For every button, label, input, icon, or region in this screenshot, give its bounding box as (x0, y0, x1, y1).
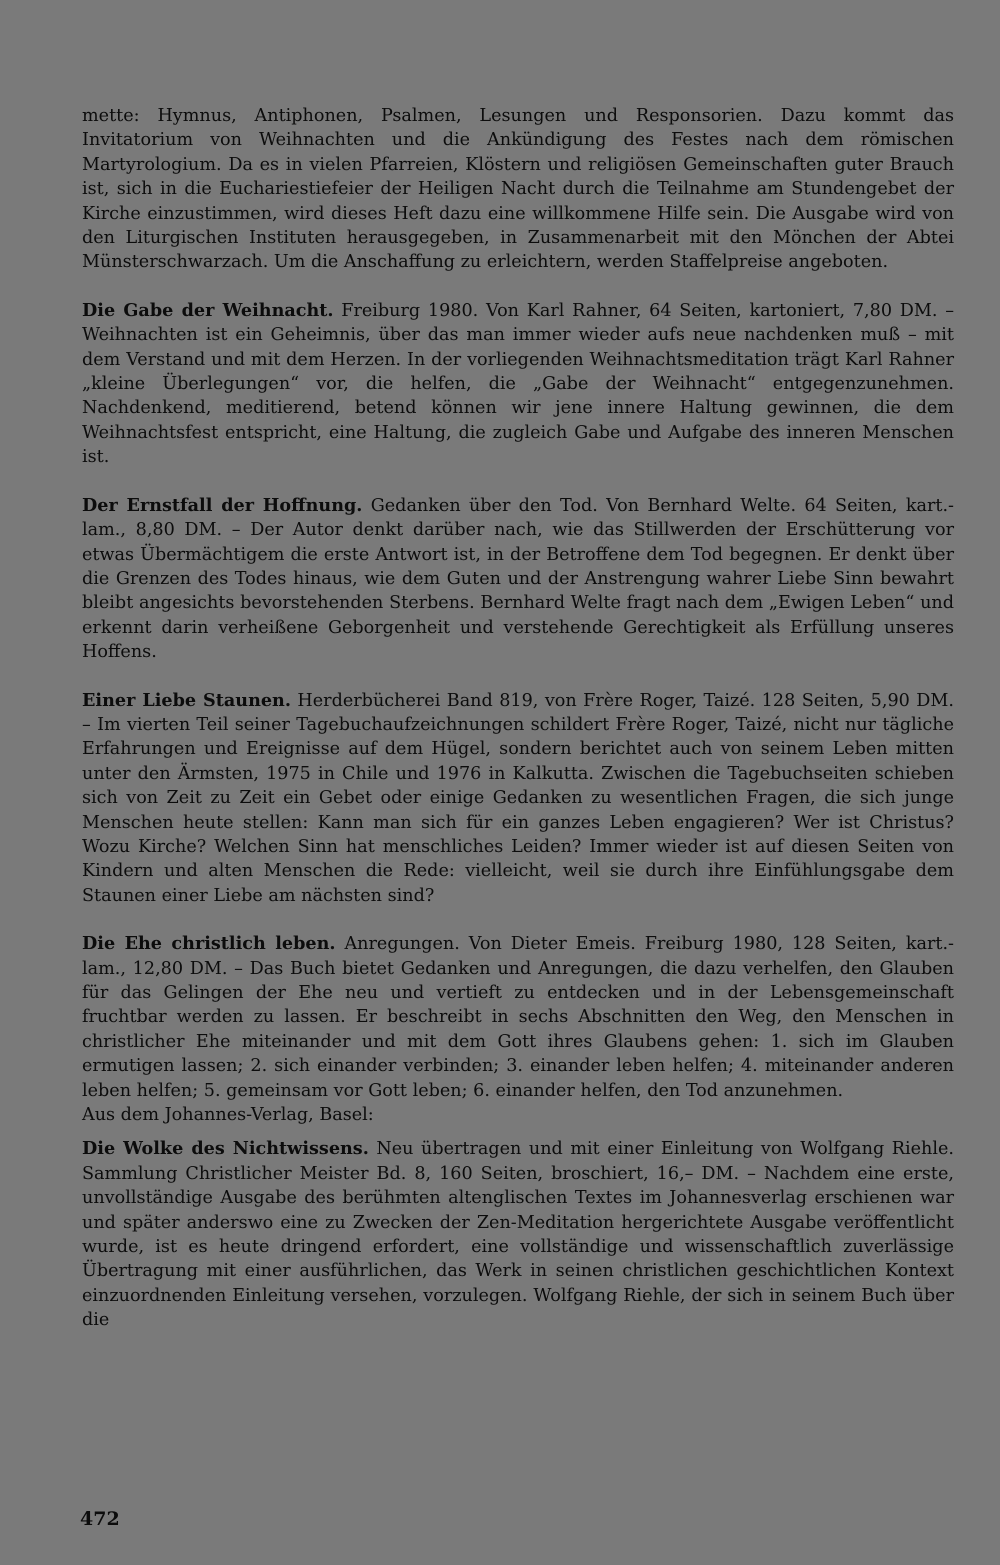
review-ernstfall-der-hoffnung (82, 494, 954, 665)
review-text: Freiburg 1980. Von Karl Rahner, 64 Seiten, kartoniert, 7,80 DM. – Weihnachten ist ein Geheimnis, über das man immer wieder aufs neue nachdenken muß – mit dem Verstand und mit dem Herzen. In der vorliegenden Weihnachtsmeditation trägt Karl Rahner „kleine Überlegungen“ vor, die helfen, die „Gabe der Weihnacht“ entgegenzunehmen. Nachdenkend, meditierend, betend können wir jene innere Haltung gewinnen, die dem Weihnachtsfest entspricht, eine Haltung, die zugleich Gabe und Aufgabe des inneren Menschen ist. (82, 300, 954, 468)
review-einer-liebe-staunen (82, 689, 954, 909)
review-title: Der Ernstfall der Hoffnung. (82, 494, 363, 516)
review-text: Gedanken über den Tod. Von Bernhard Welte. 64 Seiten, kart.-lam., 8,80 DM. – Der Autor denkt darüber nach, wie das Stillwerden der Erschütterung vor etwas Übermächtigem die erste Antwort ist, in der Betroffene dem Tod begegnen. Er denkt über die Grenzen des Todes hinaus, wie dem Guten und der Anstrengung wahrer Liebe Sinn bewahrt bleibt angesichts bevorstehenden Sterbens. Bernhard Welte fragt nach dem „Ewigen Leben“ und erkennt darin verheißene Geborgenheit und verstehende Gerechtigkeit als Erfüllung unseres Hoffens. (82, 495, 954, 663)
review-title: Die Ehe christlich leben. (82, 933, 336, 955)
review-text: Neu übertragen und mit einer Einleitung von Wolfgang Riehle. Sammlung Christlicher Meister Bd. 8, 160 Seiten, broschiert, 16,– DM. – Nachdem eine erste, unvollständige Ausgabe des berühmten altenglischen Textes im Johannesverlag erschienen war und später anderswo eine zu Zwecken der Zen-Meditation hergerichtete Ausgabe veröffentlicht wurde, ist es heute dringend erfordert, eine vollständige und wissenschaftlich zuverlässige Übertragung mit einer ausführlichen, das Werk in seinen christlichen geschichtlichen Kontext einzuordnenden Einleitung versehen, vorzulegen. Wolfgang Riehle, der sich in seinem Buch über die (82, 1139, 954, 1331)
review-title: Die Gabe der Weihnacht. (82, 299, 334, 321)
review-text: Anregungen. Von Dieter Emeis. Freiburg 1980, 128 Seiten, kart.-lam., 12,80 DM. – Das Buch bietet Gedanken und Anregungen, die dazu verhelfen, den Glauben für das Gelingen der Ehe neu und vertieft zu entdecken und in der Lebensgemeinschaft fruchtbar werden zu lassen. Er beschreibt in sechs Abschnitten den Weg, den Menschen in christlicher Ehe miteinander und mit dem Gott ihres Glaubens gehen: 1. sich im Glauben ermutigen lassen; 2. sich einander verbinden; 3. einander leben helfen; 4. miteinander anderen leben helfen; 5. gemeinsam vor Gott leben; 6. einander helfen, den Tod anzunehmen. (82, 934, 954, 1101)
review-title: Die Wolke des Nichtwissens. (82, 1138, 369, 1160)
review-title: Einer Liebe Staunen. (82, 689, 291, 711)
review-wolke-des-nichtwissens (82, 1137, 954, 1332)
publisher-heading: Aus dem Johannes-Verlag, Basel: (82, 1105, 374, 1126)
review-gabe-der-weihnacht (82, 299, 954, 470)
paragraph-text: mette: Hymnus, Antiphonen, Psalmen, Lesungen und Responsorien. Dazu kommt das Invitatorium von Weihnachten und die Ankündigung des Festes nach dem römischen Martyrologium. Da es in vielen Pfarreien, Klöstern und religiösen Gemeinschaften guter Brauch ist, sich in die Euchariestiefeier der Heiligen Nacht durch die Teilnahme am Stundengebet der Kirche einzustimmen, wird dieses Heft dazu eine willkommene Hilfe sein. Die Ausgabe wird von den Liturgischen Instituten herausgegeben, in Zusammenarbeit mit den Mönchen der Abtei Münsterschwarzach. Um die Anschaffung zu erleichtern, werden Staffelpreise angeboten. (82, 106, 954, 273)
page-body (82, 104, 954, 1333)
review-ehe-christlich-leben (82, 932, 954, 1103)
page-number: 472 (80, 1508, 120, 1530)
paragraph-stundenbuch-cont (82, 104, 954, 275)
review-text: Herderbücherei Band 819, von Frère Roger, Taizé. 128 Seiten, 5,90 DM. – Im vierten Teil seiner Tagebuchaufzeichnungen schildert Frère Roger, Taizé, nicht nur tägliche Erfahrungen und Ereignisse auf dem Hügel, sondern berichtet auch von seinem Leben mitten unter den Ärmsten, 1975 in Chile und 1976 in Kalkutta. Zwischen die Tagebuchseiten schieben sich von Zeit zu Zeit ein Gebet oder einige Gedanken zu wesentlichen Fragen, die sich junge Menschen heute stellen: Kann man sich für ein ganzes Leben engagieren? Wer ist Christus? Wozu Kirche? Welchen Sinn hat menschliches Leiden? Immer wieder ist auf diesen Seiten von Kindern und alten Menschen die Rede: vielleicht, weil sie durch ihre Einfühlungsgabe dem Staunen einer Liebe am nächsten sind? (82, 690, 954, 906)
